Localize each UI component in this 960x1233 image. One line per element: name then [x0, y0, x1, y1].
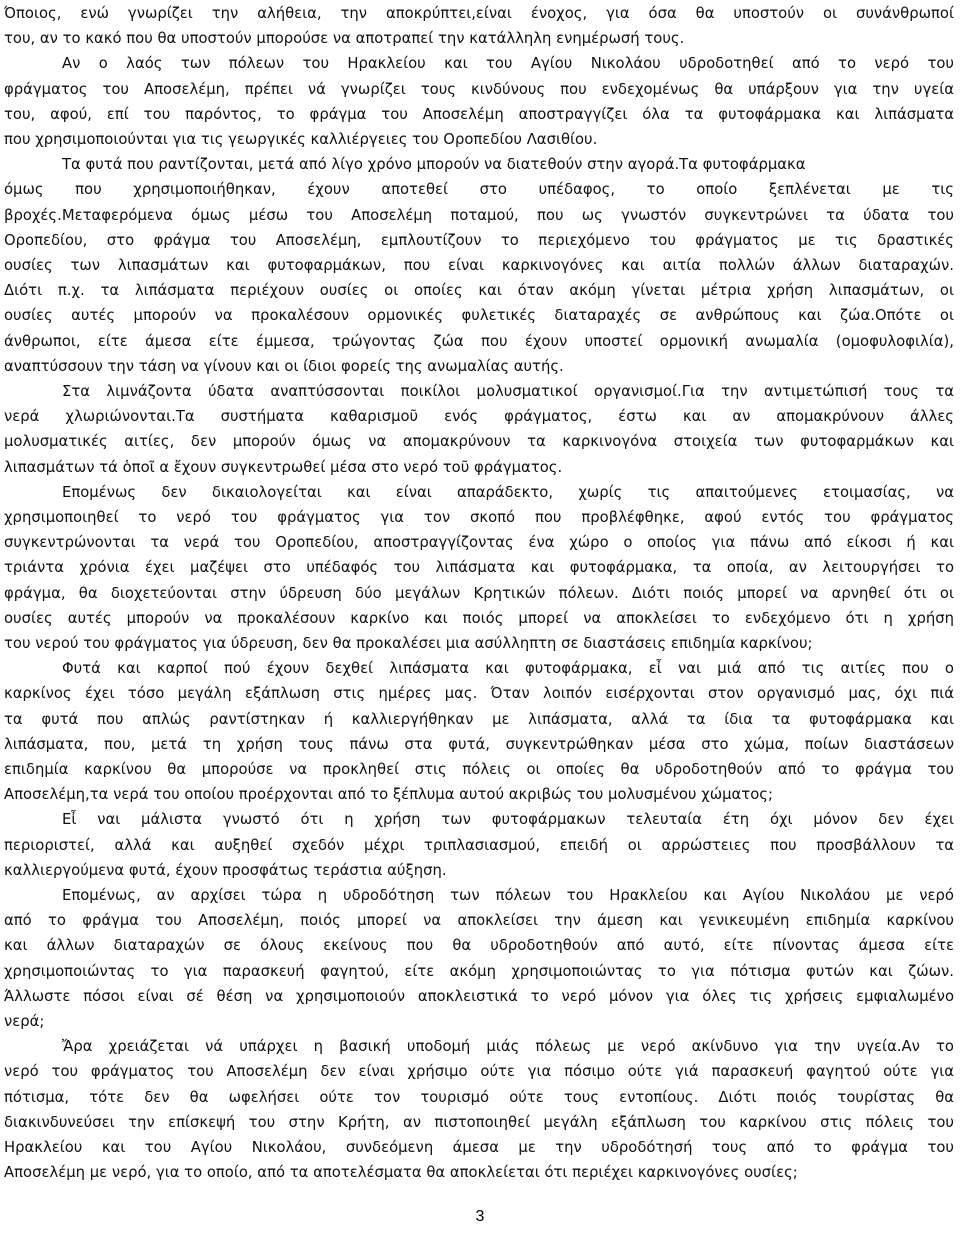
text-line: φράγμα, θα διοχετεύονται στην ύδρευση δύο μεγάλων Κρητικών πόλεων. Διότι ποιός μπορεί να αρνηθεί ότι οι	[4, 584, 954, 602]
text-line: Ἄρα χρειάζεται νά υπάρχει η βασική υποδομή μιάς πόλεως με νερό ακίνδυνο για την υγεία.Αν το	[62, 1038, 954, 1056]
text-line: Τα φυτά που ραντίζονται, μετά από λίγο χρόνο μπορούν να διατεθούν στην αγορά.Τα φυτοφάρμακα	[62, 156, 806, 174]
text-line: του, αν το κακό που θα υποστούν μπορούσε να αποτραπεί την κατάλληλη ενημέρωσή τους.	[4, 30, 685, 48]
text-line: μολυσματικές αιτίες, δεν μπορούν όμως να απομακρύνουν τα καρκινογόνα στοιχεία των φυτοφαρμάκων και	[4, 433, 954, 451]
text-line: ουσίες αυτές μπορούν να προκαλέσουν καρκίνο και ποιός μπορεί να αποκλείσει το ενδεχόμενο ότι η χρήση	[4, 609, 954, 627]
text-line: ουσίες των λιπασμάτων και φυτοφαρμάκων, που είναι καρκινογόνες και αιτία πολλών άλλων διαταραχών.	[4, 257, 954, 274]
text-line: Εἶ ναι μάλιστα γνωστό ότι η χρήση των φυτοφάρμακων τελευταία έτη όχι μόνον δεν έχει	[62, 811, 954, 829]
text-line: Φυτά και καρποί πού έχουν δεχθεί λιπάσματα και φυτοφάρμακα, εἶ ναι μιά από τις αιτίες που ο	[62, 660, 954, 678]
text-line: Επομένως, αν αρχίσει τώρα η υδροδότηση των πόλεων του Ηρακλείου και Αγίου Νικολάου με νερό	[62, 887, 954, 904]
text-line: διακινδυνεύσει την επίσκεψή του στην Κρήτη, αν πιστοποιηθεί μεγάλη εξάπλωση του καρκίνου στις πόλεις του	[4, 1113, 954, 1131]
text-line: Όποιος, ενώ γνωρίζει την αλήθεια, την αποκρύπτει,είναι ένοχος, για όσα θα υποστούν οι συνάνθρωποί	[4, 5, 954, 22]
text-line: λιπασμάτων τά ὁποῖ α ἔχουν συγκεντρωθεί μέσα στο νερό τοῦ φράγματος.	[4, 458, 563, 476]
text-line: Διότι π.χ. τα λιπάσματα περιέχουν ουσίες οι οποίες και όταν ακόμη γίνεται μέτρια χρήση λιπασμάτων, οι	[4, 282, 954, 300]
text-line: περιοριστεί, αλλά και αυξηθεί σχεδόν μέχρι τριπλασιασμού, επειδή οι αρρώστειες που προσβάλλουν τα	[4, 836, 954, 854]
text-line: χρησιμοποιώντας το για παρασκευή φαγητού, είτε ακόμη χρησιμοποιώντας το για πότισμα φυτών και ζώων.	[4, 962, 954, 980]
text-line: νερά χλωριώνονται.Τα συστήματα καθαρισμοῦ ενός φράγματος, έστω και αν απομακρύνουν άλλες	[4, 408, 954, 426]
text-line: Επομένως δεν δικαιολογείται και είναι απαράδεκτο, χωρίς τις απαιτούμενες ετοιμασίας, να	[62, 483, 954, 501]
text-line: επιδημία καρκίνου θα μπορούσε να προκληθεί στις πόλεις οι οποίες θα υδροδοτηθούν από το φράγμα του	[4, 761, 954, 778]
text-line: Αποσελέμη,τα νερά του οποίου προέρχονται από το ξέπλυμα αυτού ακριβώς του μολυσμένου χώματος;	[4, 786, 773, 804]
text-line: συγκεντρώνονται τα νερά του Οροπεδίου, αποστραγγίζοντας ένα χώρο ο οποίος για πάνω από είκοσι ή και	[4, 534, 954, 552]
text-line: τριάντα χρόνια έχει μαζέψει στο υπέδαφός του λιπάσματα και φυτοφάρμακα, τα οποία, αν λειτουργήσει το	[4, 559, 954, 577]
text-line: χρησιμοποιηθεί το νερό του φράγματος για τον σκοπό που προβλέφθηκε, αφού εντός του φράγματος	[4, 509, 954, 526]
text-line: του, αφού, επί του παρόντος, το φράγμα του Αποσελέμη αποστραγγίζει όλα τα φυτοφάρμακα και λιπάσματα	[4, 105, 954, 123]
text-line: όμως που χρησιμοποιήθηκαν, έχουν αποτεθεί στο υπέδαφος, το οποίο ξεπλένεται με τις	[4, 181, 954, 199]
text-line: από το φράγμα του Αποσελέμη, ποιός μπορεί να αποκλείσει την άμεση και γενικευμένη επιδημία καρκίνου	[4, 912, 954, 930]
text-line: φράγματος του Αποσελέμη, πρέπει νά γνωρίζει τους κινδύνους που ενδεχομένως θα υπάρξουν για την υγεία	[4, 80, 954, 98]
text-line: αναπτύσσουν την τάση να γίνουν και οι ίδιοι φορείς της ανωμαλίας αυτής.	[4, 357, 564, 375]
text-line: ουσίες αυτές μπορούν να προκαλέσουν ορμονικές φυλετικές διαταραχές σε ανθρώπους και ζώα.Οπότε οι	[4, 307, 954, 325]
text-line: Αν ο λαός των πόλεων του Ηρακλείου και του Αγίου Νικολάου υδροδοτηθεί από το νερό του	[62, 55, 954, 73]
text-line: λιπάσματα, που, μετά τη χρήση τους πάνω στα φυτά, συγκεντρώθηκαν μέσα στο χώμα, ποίων διαστάσεων	[4, 735, 954, 753]
text-line: καρκίνος έχει τόσο μεγάλη εξάπλωση στις ημέρες μας. Όταν λοιπόν εισέρχονται στον οργανισμό μας, όχι πιά	[4, 685, 954, 703]
text-line: νερά;	[4, 1013, 45, 1030]
text-line: καλλιεργούμενα φυτά, έχουν προσφάτως τεράστια αύξηση.	[4, 861, 447, 879]
text-line: άνθρωποι, είτε άμεσα είτε έμμεσα, τρώγοντας ζώα που έχουν υποστεί ορμονική ανωμαλία (ομοφυλοφιλία),	[4, 332, 954, 350]
text-line: και άλλων διαταραχών σε όλους εκείνους που θα υδροδοτηθούν από αυτό, είτε πίνοντας άμεσα είτε	[4, 937, 954, 955]
text-line: Οροπεδίου, στο φράγμα του Αποσελέμη, εμπλουτίζουν το περιεχόμενο του φράγματος με τις δραστικές	[4, 231, 954, 249]
text-line: τα φυτά που απλώς ραντίστηκαν ή καλλιεργήθηκαν με λιπάσματα, αλλά τα ίδια τα φυτοφάρμακα και	[4, 710, 954, 728]
text-line: Αποσελέμη με νερό, για το οποίο, από τα αποτελέσματα θα αποκλείεται ότι περιέχει καρκινογόνες ουσίες;	[4, 1164, 798, 1182]
page-number: 3	[475, 1208, 485, 1225]
text-line: Στα λιμνάζοντα ύδατα αναπτύσσονται ποικίλοι μολυσματικοί οργανισμοί.Για την αντιμετώπισή τους τα	[62, 383, 954, 400]
text-line: νερό του φράγματος του Αποσελέμη δεν είναι χρήσιμο ούτε για πόσιμο ούτε γιά παρασκευή φαγητού ούτε για	[4, 1063, 954, 1081]
text-line: Άλλωστε πόσοι είναι σέ θέση να χρησιμοποιούν αποκλειστικά το νερό μόνον για όλες τις χρήσεις εμφιαλωμένο	[4, 987, 954, 1005]
text-line: βροχές.Μεταφερόμενα όμως μέσω του Αποσελέμη ποταμού, που ως γνωστόν συγκεντρώνει τα ύδατα του	[4, 206, 954, 224]
text-line: που χρησιμοποιούνται για τις γεωργικές καλλιέργειες του Οροπεδίου Λασιθίου.	[4, 131, 598, 148]
text-line: πότισμα, τότε δεν θα ωφελήσει ούτε τον τουρισμό ούτε τους εντοπίους. Διότι ποιός τουρίστας θα	[4, 1088, 954, 1106]
text-line: Ηρακλείου και του Αγίου Νικολάου, συνδεόμενη άμεσα με την υδροδότησή τους από το φράγμα του	[4, 1139, 954, 1156]
text-line: του νερού του φράγματος για ύδρευση, δεν θα προκαλέσει μια ασύλληπτη σε διαστάσεις επιδημία καρκίνου;	[4, 635, 813, 652]
